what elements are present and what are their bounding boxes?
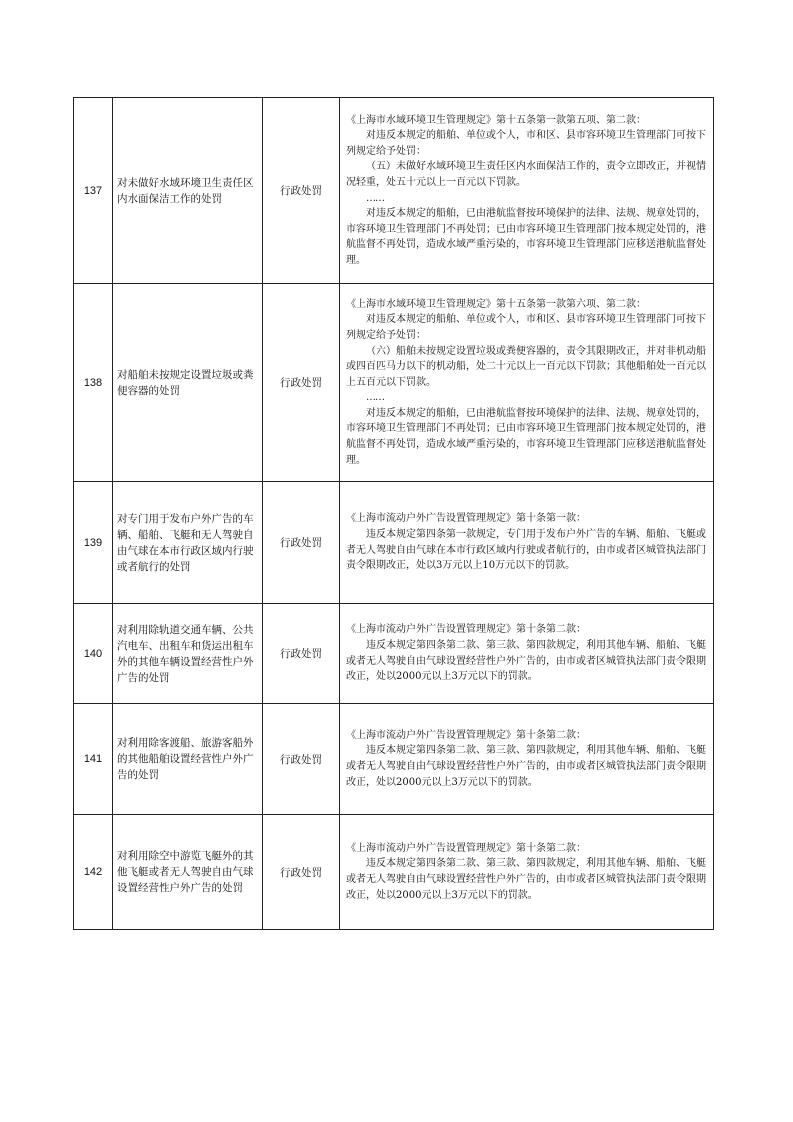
basis-citation: 《上海市流动户外广告设置管理规定》第十条第一款： [346, 513, 586, 525]
basis-paragraph: 对违反本规定的船舶、单位或个人，市和区、县市容环境卫生管理部门可按下列规定给予处罚： [346, 130, 706, 157]
row-number: 141 [74, 704, 113, 815]
table-body [74, 98, 714, 930]
penalty-table [73, 97, 714, 930]
basis-paragraph: 违反本规定第四条第二款、第三款、第四款规定，利用其他车辆、船舶、飞艇或者无人驾驶自由气球设置经营性户外广告的，由市或者区城管执法部门责令限期改正，处以2000元以上3万元以下的罚款。 [346, 639, 706, 683]
row-number: 138 [74, 284, 113, 482]
penalty-category: 行政处罚 [263, 604, 340, 704]
table-row [74, 604, 714, 704]
penalty-item: 对船舶未按规定设置垃圾或粪便容器的处罚 [113, 284, 263, 482]
penalty-item: 对利用除轨道交通车辆、公共汽电车、出租车和货运出租车外的其他车辆设置经营性户外广告的处罚 [113, 604, 263, 704]
basis-ellipsis: …… [366, 392, 384, 404]
row-number: 139 [74, 482, 113, 604]
basis-paragraph: 违反本规定第四条第一款规定，专门用于发布户外广告的车辆、船舶、飞艇或者无人驾驶自由气球在本市行政区域内行驶或者航行的，由市或者区城管执法部门责令限期改正，处以3万元以上10万元以下的罚款。 [346, 528, 706, 572]
legal-basis [340, 482, 714, 604]
table-row [74, 284, 714, 482]
basis-citation: 《上海市水域环境卫生管理规定》第十五条第一款第六项、第二款： [346, 298, 646, 310]
basis-paragraph: 对违反本规定的船舶，已由港航监督按环境保护的法律、法规、规章处罚的，市容环境卫生管理部门不再处罚；已由市容环境卫生管理部门按本规定处罚的，港航监督不再处罚，造成水域严重污染的，市容环境卫生管理部门应移送港航监督处理。 [346, 407, 706, 466]
row-number: 142 [74, 815, 113, 930]
row-number: 140 [74, 604, 113, 704]
basis-citation: 《上海市流动户外广告设置管理规定》第十条第二款： [346, 624, 586, 636]
basis-paragraph: （五）未做好水域环境卫生责任区内水面保洁工作的，责令立即改正，并视情况轻重，处五十元以上一百元以下罚款。 [346, 161, 706, 188]
penalty-category: 行政处罚 [263, 482, 340, 604]
table-row [74, 98, 714, 284]
penalty-item: 对利用除客渡船、旅游客船外的其他船舶设置经营性户外广告的处罚 [113, 704, 263, 815]
basis-ellipsis: …… [366, 192, 384, 204]
legal-basis [340, 604, 714, 704]
legal-basis [340, 284, 714, 482]
penalty-category: 行政处罚 [263, 98, 340, 284]
penalty-category: 行政处罚 [263, 284, 340, 482]
penalty-item: 对未做好水域环境卫生责任区内水面保洁工作的处罚 [113, 98, 263, 284]
table-row [74, 815, 714, 930]
legal-basis [340, 704, 714, 815]
basis-paragraph: 违反本规定第四条第二款、第三款、第四款规定，利用其他车辆、船舶、飞艇或者无人驾驶自由气球设置经营性户外广告的，由市或者区城管执法部门责令限期改正，处以2000元以上3万元以下的罚款。 [346, 745, 706, 788]
basis-paragraph: 违反本规定第四条第二款、第三款、第四款规定，利用其他车辆、船舶、飞艇或者无人驾驶自由气球设置经营性户外广告的，由市或者区城管执法部门责令限期改正，处以2000元以上3万元以下的罚款。 [346, 858, 706, 901]
basis-citation: 《上海市流动户外广告设置管理规定》第十条第二款： [346, 842, 586, 854]
penalty-item: 对专门用于发布户外广告的车辆、船舶、飞艇和无人驾驶自由气球在本市行政区域内行驶或者航行的处罚 [113, 482, 263, 604]
row-number: 137 [74, 98, 113, 284]
penalty-category: 行政处罚 [263, 704, 340, 815]
table-row [74, 704, 714, 815]
table-row [74, 482, 714, 604]
basis-citation: 《上海市水域环境卫生管理规定》第十五条第一款第五项、第二款： [346, 114, 646, 126]
legal-basis [340, 98, 714, 284]
penalty-item: 对利用除空中游览飞艇外的其他飞艇或者无人驾驶自由气球设置经营性户外广告的处罚 [113, 815, 263, 930]
basis-citation: 《上海市流动户外广告设置管理规定》第十条第二款： [346, 729, 586, 741]
basis-paragraph: 对违反本规定的船舶、单位或个人，市和区、县市容环境卫生管理部门可按下列规定给予处罚： [346, 314, 706, 341]
penalty-category: 行政处罚 [263, 815, 340, 930]
basis-paragraph: 对违反本规定的船舶，已由港航监督按环境保护的法律、法规、规章处罚的，市容环境卫生管理部门不再处罚；已由市容环境卫生管理部门按本规定处罚的，港航监督不再处罚，造成水域严重污染的，市容环境卫生管理部门应移送港航监督处理。 [346, 208, 706, 266]
legal-basis [340, 815, 714, 930]
basis-paragraph: （六）船舶未按规定设置垃圾或粪便容器的，责令其限期改正，并对非机动船或四百匹马力以下的机动船，处二十元以上一百元以下罚款；其他船舶处一百元以上五百元以下罚款。 [346, 345, 706, 388]
